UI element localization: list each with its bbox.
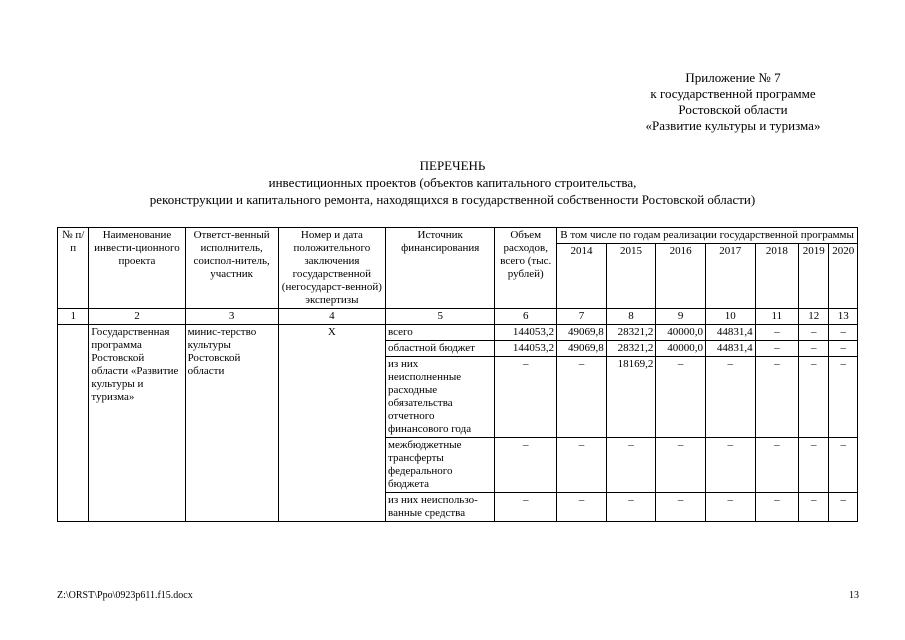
year-cell: –: [755, 493, 799, 522]
column-number: 4: [278, 309, 385, 325]
year-cell: 49069,8: [557, 325, 607, 341]
year-cell: –: [799, 493, 829, 522]
year-cell: –: [656, 493, 706, 522]
project-name: Государственная программа Ростовской области «Развитие культуры и туризма»: [89, 325, 185, 522]
header-row: [58, 228, 858, 244]
year-cell: –: [606, 438, 656, 493]
total-cell: –: [495, 438, 557, 493]
year-cell: 44831,4: [705, 325, 755, 341]
column-number: 2: [89, 309, 185, 325]
total-cell: 144053,2: [495, 341, 557, 357]
header-year: 2014: [557, 244, 607, 309]
year-cell: –: [799, 341, 829, 357]
year-cell: –: [606, 493, 656, 522]
year-cell: –: [829, 438, 858, 493]
year-cell: –: [705, 357, 755, 438]
year-cell: 49069,8: [557, 341, 607, 357]
header-year: 2018: [755, 244, 799, 309]
project-expertise: Х: [278, 325, 385, 522]
appendix-line: Приложение № 7: [685, 70, 781, 85]
year-cell: 40000,0: [656, 341, 706, 357]
project-executor: минис-терство культуры Ростовской области: [185, 325, 278, 522]
title-line-1: инвестиционных проектов (объектов капитального строительства,: [268, 175, 637, 190]
table-row: [58, 325, 858, 341]
column-number: 8: [606, 309, 656, 325]
source-cell: всего: [386, 325, 495, 341]
header-years-group: В том числе по годам реализации государственной программы: [557, 228, 858, 244]
column-number: 6: [495, 309, 557, 325]
year-cell: –: [755, 341, 799, 357]
header-executor: Ответст-венный исполнитель, соиспол-нитель, участник: [185, 228, 278, 309]
year-cell: –: [656, 438, 706, 493]
year-cell: –: [829, 341, 858, 357]
year-cell: –: [656, 357, 706, 438]
column-number: 9: [656, 309, 706, 325]
footer-file-path: Z:\ORST\Ppo\0923p611.f15.docx: [57, 590, 193, 601]
header-name: Наименование инвести-ционного проекта: [89, 228, 185, 309]
column-number: 11: [755, 309, 799, 325]
year-cell: –: [829, 357, 858, 438]
column-number: 12: [799, 309, 829, 325]
year-cell: –: [557, 493, 607, 522]
source-cell: межбюджетные трансферты федерального бюджета: [386, 438, 495, 493]
year-cell: –: [799, 325, 829, 341]
year-cell: –: [557, 438, 607, 493]
total-cell: –: [495, 357, 557, 438]
year-cell: 40000,0: [656, 325, 706, 341]
header-source: Источник финансирования: [386, 228, 495, 309]
appendix-line: к государственной программе: [650, 86, 816, 101]
column-number: 7: [557, 309, 607, 325]
year-cell: –: [557, 357, 607, 438]
column-number: 1: [58, 309, 89, 325]
column-number: 10: [705, 309, 755, 325]
year-cell: –: [799, 438, 829, 493]
column-number-row: [58, 309, 858, 325]
header-year: 2020: [829, 244, 858, 309]
year-cell: 44831,4: [705, 341, 755, 357]
year-cell: –: [829, 493, 858, 522]
total-cell: –: [495, 493, 557, 522]
year-cell: –: [799, 357, 829, 438]
appendix-block: [613, 70, 853, 134]
title-line-2: реконструкции и капитального ремонта, находящихся в государственной собственности Ростовской области): [149, 192, 756, 207]
header-year: 2016: [656, 244, 706, 309]
year-cell: 28321,2: [606, 341, 656, 357]
project-num: [58, 325, 89, 522]
source-cell: областной бюджет: [386, 341, 495, 357]
year-cell: 18169,2: [606, 357, 656, 438]
year-cell: –: [829, 325, 858, 341]
appendix-line: «Развитие культуры и туризма»: [645, 118, 821, 133]
title-heading: ПЕРЕЧЕНЬ: [419, 158, 486, 173]
header-total: Объем расходов, всего (тыс. рублей): [495, 228, 557, 309]
source-cell: из них неиспользо-ванные средства: [386, 493, 495, 522]
year-cell: –: [705, 438, 755, 493]
appendix-line: Ростовской области: [678, 102, 788, 117]
header-expertise: Номер и дата положительного заключения государственной (негосударст-венной) экспертизы: [278, 228, 385, 309]
footer-page-number: 13: [849, 590, 859, 601]
header-num: № п/п: [58, 228, 89, 309]
year-cell: –: [755, 325, 799, 341]
total-cell: 144053,2: [495, 325, 557, 341]
year-cell: –: [755, 357, 799, 438]
document-title: [0, 157, 905, 208]
year-cell: –: [755, 438, 799, 493]
column-number: 3: [185, 309, 278, 325]
header-year: 2019: [799, 244, 829, 309]
header-year: 2017: [705, 244, 755, 309]
column-number: 5: [386, 309, 495, 325]
source-cell: из них неисполненные расходные обязательства отчетного финансового года: [386, 357, 495, 438]
investment-projects-table: [57, 227, 858, 522]
year-cell: 28321,2: [606, 325, 656, 341]
header-year: 2015: [606, 244, 656, 309]
year-cell: –: [705, 493, 755, 522]
column-number: 13: [829, 309, 858, 325]
